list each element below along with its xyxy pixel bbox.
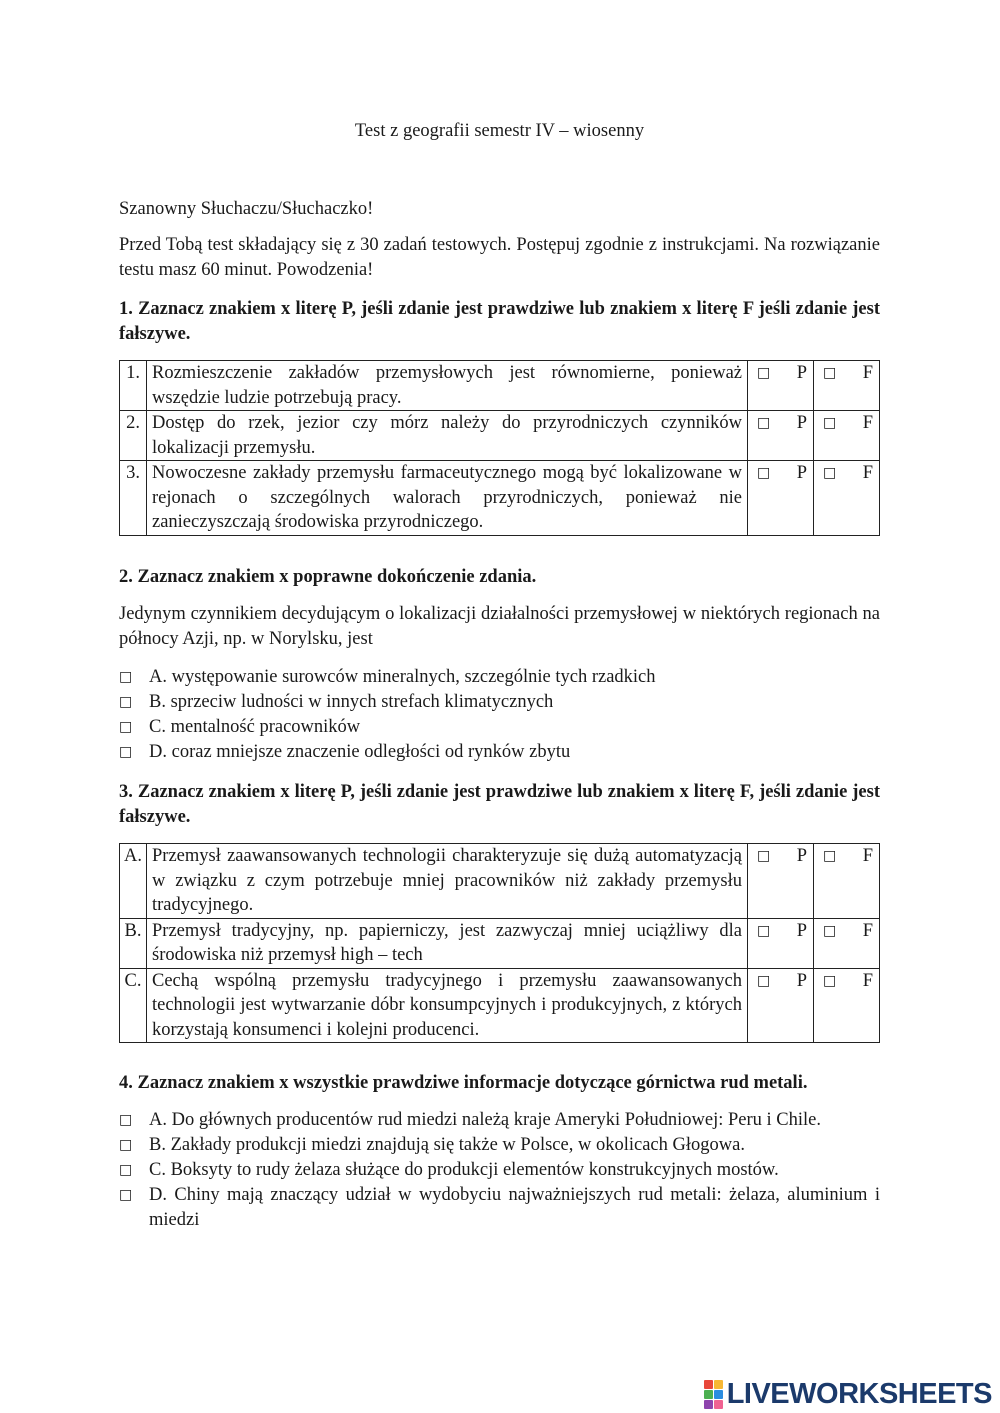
logo-mark-icon (704, 1380, 723, 1409)
intro-paragraph: Przed Tobą test składający się z 30 zadań testowych. Postępuj zgodnie z instrukcjami. Na rozwiązanie testu masz 60 minut. Powodzenia! (119, 235, 880, 280)
checkbox-icon[interactable]: □ (823, 365, 837, 381)
true-label: P (796, 413, 807, 433)
statement-text: Dostęp do rzek, jezior czy mórz należy do przyrodniczych czynników lokalizacji przemysłu. (147, 411, 748, 461)
option-text: D. coraz mniejsze znaczenie odległości od rynków zbytu (149, 742, 571, 762)
option-text: C. Boksyty to rudy żelaza służące do produkcji elementów konstrukcyjnych mostów. (149, 1160, 779, 1180)
checkbox-icon[interactable]: □ (823, 415, 837, 431)
checkbox-icon[interactable]: □ (119, 1112, 133, 1128)
false-option[interactable] (814, 968, 880, 1043)
true-option[interactable] (748, 411, 814, 461)
row-number: C. (120, 968, 147, 1043)
logo-tile (714, 1400, 723, 1409)
checkbox-icon[interactable]: □ (119, 719, 133, 735)
logo-tile (714, 1390, 723, 1399)
answer-option[interactable] (119, 1158, 880, 1183)
logo-tile (704, 1390, 713, 1399)
false-option[interactable] (814, 411, 880, 461)
table-row (120, 918, 880, 968)
row-number: 1. (120, 361, 147, 411)
checkbox-icon[interactable]: □ (119, 669, 133, 685)
true-option[interactable] (748, 918, 814, 968)
checkbox-icon[interactable]: □ (823, 848, 837, 864)
true-label: P (796, 363, 807, 383)
false-label: F (862, 413, 873, 433)
checkbox-icon[interactable]: □ (823, 465, 837, 481)
table-row (120, 411, 880, 461)
statement-text: Cechą wspólną przemysłu tradycyjnego i przemysłu zaawansowanych technologii jest wytwarzanie dóbr konsumpcyjnych i produkcyjnych, z których korzystają konsumenci i kolejni producenci. (147, 968, 748, 1043)
answer-option[interactable] (119, 1108, 880, 1133)
answer-option[interactable] (119, 665, 880, 690)
statement-text: Nowoczesne zakłady przemysłu farmaceutycznego mogą być lokalizowane w rejonach o szczególnych walorach przyrodniczych, ponieważ nie zanieczyszczają środowiska przyrodniczego. (147, 461, 748, 536)
answer-option[interactable] (119, 715, 880, 740)
true-option[interactable] (748, 968, 814, 1043)
option-text: A. Do głównych producentów rud miedzi należą kraje Ameryki Południowej: Peru i Chile. (149, 1110, 822, 1130)
checkbox-icon[interactable]: □ (757, 465, 771, 481)
false-label: F (862, 463, 873, 483)
false-option[interactable] (814, 844, 880, 919)
row-number: 3. (120, 461, 147, 536)
answer-option[interactable] (119, 740, 880, 765)
option-text: C. mentalność pracowników (149, 717, 361, 737)
question-2-heading: 2. Zaznacz znakiem x poprawne dokończenie zdania. (119, 567, 537, 587)
false-option[interactable] (814, 918, 880, 968)
option-text: B. Zakłady produkcji miedzi znajdują się także w Polsce, w okolicach Głogowa. (149, 1135, 745, 1155)
question-1-table (119, 360, 880, 536)
greeting: Szanowny Słuchaczu/Słuchaczko! (119, 199, 374, 219)
checkbox-icon[interactable]: □ (757, 922, 771, 939)
page-title: Test z geografii semestr IV – wiosenny (354, 121, 645, 141)
answer-option[interactable] (119, 1183, 880, 1232)
question-3-heading: 3. Zaznacz znakiem x literę P, jeśli zdanie jest prawdziwe lub znakiem x literę F, jeśli zdanie jest fałszywe. (119, 782, 880, 827)
true-option[interactable] (748, 361, 814, 411)
checkbox-icon[interactable]: □ (823, 922, 837, 939)
statement-text: Rozmieszczenie zakładów przemysłowych jest równomierne, ponieważ wszędzie ludzie potrzebują pracy. (147, 361, 748, 411)
checkbox-icon[interactable]: □ (119, 694, 133, 710)
question-3-table (119, 843, 880, 1043)
table-row (120, 844, 880, 919)
logo-tile (704, 1380, 713, 1389)
option-text: D. Chiny mają znaczący udział w wydobyciu najważniejszych rud metali: żelaza, aluminium i miedzi (149, 1185, 880, 1230)
checkbox-icon[interactable]: □ (119, 1137, 133, 1153)
statement-text: Przemysł tradycyjny, np. papierniczy, jest zazwyczaj mniej uciążliwy dla środowiska niż przemysł high – tech (147, 918, 748, 968)
logo-tile (704, 1400, 713, 1409)
false-label: F (862, 970, 873, 991)
checkbox-icon[interactable]: □ (757, 365, 771, 381)
checkbox-icon[interactable]: □ (119, 1187, 133, 1203)
true-option[interactable] (748, 844, 814, 919)
table-row (120, 461, 880, 536)
option-text: B. sprzeciw ludności w innych strefach klimatycznych (149, 692, 554, 712)
false-label: F (862, 920, 873, 941)
question-4-options (119, 1108, 880, 1232)
false-option[interactable] (814, 361, 880, 411)
liveworksheets-logo (704, 1380, 992, 1409)
statement-text: Przemysł zaawansowanych technologii charakteryzuje się dużą automatyzacją w związku z czym potrzebuje mniej pracowników niż zakłady przemysłu tradycyjnego. (147, 844, 748, 919)
true-label: P (796, 920, 807, 941)
true-label: P (796, 846, 807, 866)
false-option[interactable] (814, 461, 880, 536)
true-label: P (796, 463, 807, 483)
false-label: F (862, 363, 873, 383)
true-label: P (796, 970, 807, 991)
true-option[interactable] (748, 461, 814, 536)
checkbox-icon[interactable]: □ (757, 972, 771, 989)
option-text: A. występowanie surowców mineralnych, szczególnie tych rzadkich (149, 667, 656, 687)
checkbox-icon[interactable]: □ (757, 415, 771, 431)
answer-option[interactable] (119, 690, 880, 715)
answer-option[interactable] (119, 1133, 880, 1158)
row-number: 2. (120, 411, 147, 461)
checkbox-icon[interactable]: □ (119, 1162, 133, 1178)
question-1-heading: 1. Zaznacz znakiem x literę P, jeśli zdanie jest prawdziwe lub znakiem x literę F jeśli zdanie jest fałszywe. (119, 299, 880, 344)
checkbox-icon[interactable]: □ (119, 744, 133, 760)
question-2-lead: Jedynym czynnikiem decydującym o lokalizacji działalności przemysłowej w niektórych regionach na północy Azji, np. w Norylsku, jest (119, 604, 880, 649)
question-2-options (119, 665, 880, 765)
false-label: F (862, 846, 873, 866)
row-number: B. (120, 918, 147, 968)
table-row (120, 968, 880, 1043)
checkbox-icon[interactable]: □ (757, 848, 771, 864)
logo-tile (714, 1380, 723, 1389)
table-row (120, 361, 880, 411)
question-4-heading: 4. Zaznacz znakiem x wszystkie prawdziwe informacje dotyczące górnictwa rud metali. (119, 1073, 808, 1093)
checkbox-icon[interactable]: □ (823, 972, 837, 989)
row-number: A. (120, 844, 147, 919)
logo-text: LIVEWORKSHEETS (726, 1378, 992, 1411)
